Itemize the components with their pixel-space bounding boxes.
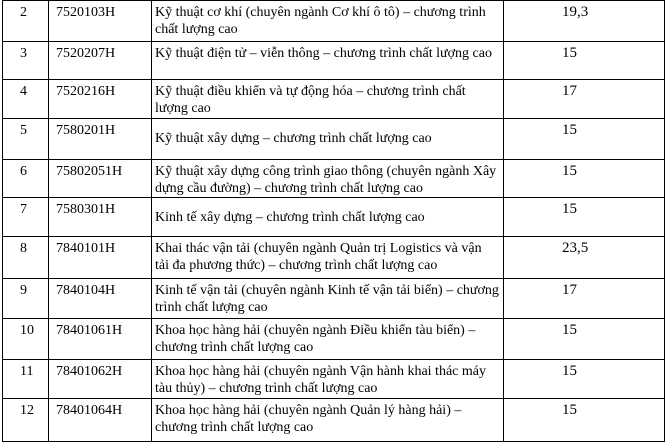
cutoff-score: 15 [504,319,665,360]
program-code: 7840101H [49,237,152,279]
program-code: 7840104H [49,279,152,319]
row-number: 3 [3,42,49,80]
table-row [3,80,665,119]
program-code: 7520216H [49,80,152,119]
table-row [3,42,665,80]
cutoff-score: 15 [504,119,665,160]
table-row [3,279,665,319]
program-name: Khoa học hàng hải (chuyên ngành Điều khiển tàu biển) – chương trình chất lượng cao [152,319,504,360]
program-name: Khai thác vận tải (chuyên ngành Quản trị Logistics và vận tải đa phương thức) – chương trình chất lượng cao [152,237,504,279]
program-name: Kỹ thuật xây dựng công trình giao thông (chuyên ngành Xây dựng cầu đường) – chương trình chất lượng cao [152,160,504,198]
table-row [3,119,665,160]
row-number: 12 [3,399,49,442]
table-row [3,198,665,237]
cutoff-score: 23,5 [504,237,665,279]
row-number: 4 [3,80,49,119]
program-code: 7520207H [49,42,152,80]
cutoff-score: 19,3 [504,1,665,42]
row-number: 9 [3,279,49,319]
program-name: Kỹ thuật điện tử – viễn thông – chương trình chất lượng cao [152,42,504,80]
table-row [3,1,665,42]
row-number: 8 [3,237,49,279]
admission-scores-table [2,0,665,442]
cutoff-score: 15 [504,399,665,442]
row-number: 5 [3,119,49,160]
cutoff-score: 17 [504,80,665,119]
program-name: Kinh tế xây dựng – chương trình chất lượng cao [152,198,504,237]
table-row [3,399,665,442]
table-row [3,360,665,399]
program-name: Kỹ thuật cơ khí (chuyên ngành Cơ khí ô tô) – chương trình chất lượng cao [152,1,504,42]
program-name: Kinh tế vận tải (chuyên ngành Kinh tế vận tải biển) – chương trình chất lượng cao [152,279,504,319]
row-number: 10 [3,319,49,360]
program-code: 78401062H [49,360,152,399]
program-code: 7520103H [49,1,152,42]
row-number: 11 [3,360,49,399]
program-name: Khoa học hàng hải (chuyên ngành Vận hành khai thác máy tàu thủy) – chương trình chất lượng cao [152,360,504,399]
table-row [3,319,665,360]
table-row [3,160,665,198]
cutoff-score: 17 [504,279,665,319]
cutoff-score: 15 [504,160,665,198]
row-number: 7 [3,198,49,237]
program-name: Kỹ thuật điều khiển và tự động hóa – chương trình chất lượng cao [152,80,504,119]
cutoff-score: 15 [504,360,665,399]
row-number: 6 [3,160,49,198]
program-name: Kỹ thuật xây dựng – chương trình chất lượng cao [152,119,504,160]
program-code: 75802051H [49,160,152,198]
program-code: 7580301H [49,198,152,237]
row-number: 2 [3,1,49,42]
program-name: Khoa học hàng hải (chuyên ngành Quản lý hàng hải) – chương trình chất lượng cao [152,399,504,442]
program-code: 78401061H [49,319,152,360]
cutoff-score: 15 [504,198,665,237]
program-code: 78401064H [49,399,152,442]
table-row [3,237,665,279]
cutoff-score: 15 [504,42,665,80]
program-code: 7580201H [49,119,152,160]
